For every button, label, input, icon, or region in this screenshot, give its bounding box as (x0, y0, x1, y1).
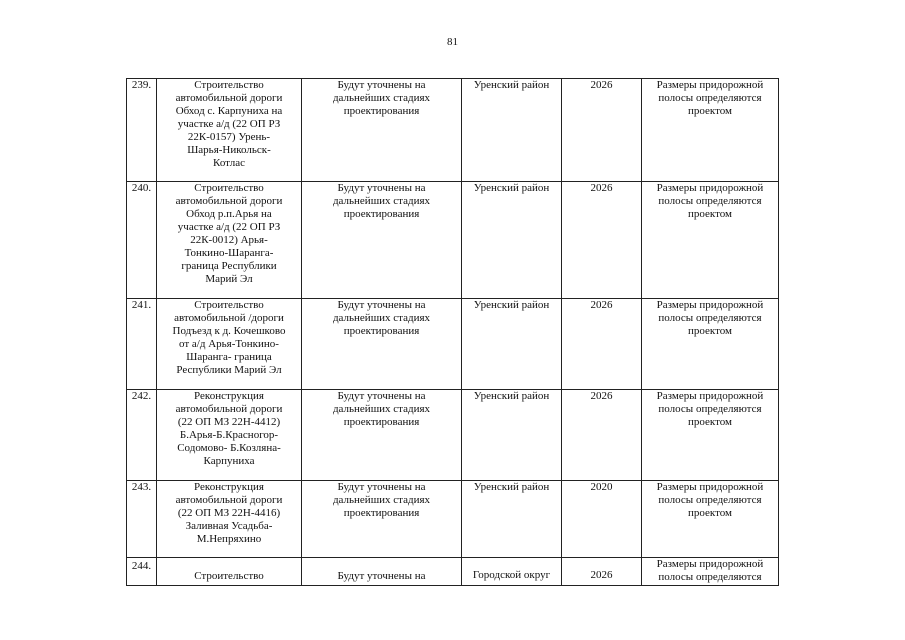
project-name-line: Заливная Усадьба- (185, 520, 273, 532)
year-cell: 2026 (562, 558, 642, 586)
project-name-line: (22 ОП МЗ 22Н-4412) (177, 416, 281, 428)
roadside-zone-cell (642, 390, 779, 481)
project-name-line: Карпуниха (203, 455, 255, 467)
project-name-line: Б.Арья-Б.Красногор- (179, 429, 279, 441)
project-name-line: участке а/д (22 ОП РЗ (177, 118, 281, 130)
parameters-line: дальнейших стадиях (332, 195, 431, 207)
roadside-zone-line: полосы определяются (658, 494, 762, 506)
table-body (127, 79, 779, 586)
parameters-line: Будут уточнены на (337, 481, 426, 493)
location-cell: Уренский район (462, 299, 562, 390)
parameters-line: Будут уточнены на (337, 182, 426, 194)
roadside-zone-line: Размеры придорожной (656, 299, 764, 311)
parameters-line: Будут уточнены на (337, 79, 426, 91)
year-cell: 2026 (562, 390, 642, 481)
location-cell: Уренский район (462, 390, 562, 481)
roadside-zone-cell (642, 481, 779, 558)
project-name-line: 22К-0012) Арья- (190, 234, 268, 246)
roadside-zone-line: проектом (687, 416, 733, 428)
roadside-zone-line: Размеры придорожной (656, 481, 764, 493)
parameters-line: Будут уточнены на (337, 299, 426, 311)
project-name-line: Реконструкция (194, 390, 264, 402)
parameters-line: дальнейших стадиях (332, 92, 431, 104)
roadside-zone-cell (642, 558, 779, 586)
roadside-zone-cell (642, 79, 779, 182)
table-row (127, 481, 779, 558)
project-name-line: Шарья-Никольск- (187, 144, 271, 156)
roadside-zone-line: проектом (687, 325, 733, 337)
page-number: 81 (447, 36, 458, 48)
year-cell: 2026 (562, 79, 642, 182)
project-name-cell (157, 182, 302, 299)
location-cell: Уренский район (462, 79, 562, 182)
roadside-zone-line: полосы определяются (658, 92, 762, 104)
row-number-cell: 241. (127, 299, 157, 390)
table-row (127, 390, 779, 481)
project-name-line: граница Республики (181, 260, 277, 272)
project-name-line: автомобильной дороги (175, 403, 283, 415)
project-name-line: Реконструкция (194, 481, 264, 493)
table-row (127, 558, 779, 586)
projects-table (126, 78, 779, 586)
roadside-zone-cell (642, 299, 779, 390)
project-name-line: Подъезд к д. Кочешково (172, 325, 286, 337)
project-name-line: Республики Марий Эл (176, 364, 282, 376)
roadside-zone-cell (642, 182, 779, 299)
roadside-zone-line: полосы определяются (658, 571, 762, 583)
project-name-cell (157, 558, 302, 586)
year-cell: 2020 (562, 481, 642, 558)
project-name-line: автомобильной дороги (175, 494, 283, 506)
parameters-line: проектирования (343, 416, 420, 428)
project-name-line: М.Непряхино (196, 533, 262, 545)
row-number-cell: 240. (127, 182, 157, 299)
project-name-line: Строительство (194, 182, 264, 194)
roadside-zone-line: полосы определяются (658, 312, 762, 324)
row-number-cell: 239. (127, 79, 157, 182)
project-name-line: Марий Эл (205, 273, 253, 285)
roadside-zone-line: полосы определяются (658, 403, 762, 415)
row-number-cell: 242. (127, 390, 157, 481)
project-name-line: Строительство (194, 79, 264, 91)
parameters-line: дальнейших стадиях (332, 312, 431, 324)
project-name-line: Тонкино-Шаранга- (184, 247, 274, 259)
parameters-cell (302, 558, 462, 586)
roadside-zone-line: проектом (687, 208, 733, 220)
parameters-line: проектирования (343, 325, 420, 337)
roadside-zone-line: Размеры придорожной (656, 79, 764, 91)
project-name-line: Обход р.п.Арья на (186, 208, 272, 220)
table-row (127, 299, 779, 390)
project-name-line: автомобильной дороги (175, 92, 283, 104)
parameters-line: Будут уточнены на (337, 570, 426, 582)
parameters-cell (302, 182, 462, 299)
parameters-line: дальнейших стадиях (332, 494, 431, 506)
location-cell: Городской округ (462, 558, 562, 586)
parameters-line: проектирования (343, 507, 420, 519)
parameters-cell (302, 390, 462, 481)
parameters-line: дальнейших стадиях (332, 403, 431, 415)
roadside-zone-line: Размеры придорожной (656, 390, 764, 402)
roadside-zone-line: полосы определяются (658, 195, 762, 207)
project-name-cell (157, 79, 302, 182)
row-number-cell: 243. (127, 481, 157, 558)
project-name-cell (157, 481, 302, 558)
project-name-line: Обход с. Карпуниха на (175, 105, 283, 117)
row-number-cell: 244. (127, 558, 157, 586)
project-name-line: автомобильной дороги (175, 195, 283, 207)
roadside-zone-line: Размеры придорожной (656, 182, 764, 194)
year-cell: 2026 (562, 299, 642, 390)
roadside-zone-line: Размеры придорожной (656, 558, 764, 570)
project-name-line: от а/д Арья-Тонкино- (179, 338, 279, 350)
parameters-line: проектирования (343, 105, 420, 117)
roadside-zone-line: проектом (687, 105, 733, 117)
parameters-line: Будут уточнены на (337, 390, 426, 402)
location-cell: Уренский район (462, 481, 562, 558)
project-name-cell (157, 299, 302, 390)
project-name-line: 22К-0157) Урень- (187, 131, 271, 143)
project-name-line: автомобильной /дороги (174, 312, 284, 324)
parameters-cell (302, 481, 462, 558)
year-cell: 2026 (562, 182, 642, 299)
project-name-line: Шаранга- граница (186, 351, 272, 363)
project-name-line: Котлас (213, 157, 245, 169)
project-name-cell (157, 390, 302, 481)
parameters-line: проектирования (343, 208, 420, 220)
roadside-zone-line: проектом (687, 507, 733, 519)
project-name-line: Строительство (194, 570, 264, 582)
project-name-line: участке а/д (22 ОП РЗ (177, 221, 281, 233)
table-row (127, 79, 779, 182)
table-row (127, 182, 779, 299)
project-name-line: Содомово- Б.Козляна- (177, 442, 281, 454)
parameters-cell (302, 79, 462, 182)
location-cell: Уренский район (462, 182, 562, 299)
project-name-line: Строительство (194, 299, 264, 311)
parameters-cell (302, 299, 462, 390)
project-name-line: (22 ОП МЗ 22Н-4416) (177, 507, 281, 519)
